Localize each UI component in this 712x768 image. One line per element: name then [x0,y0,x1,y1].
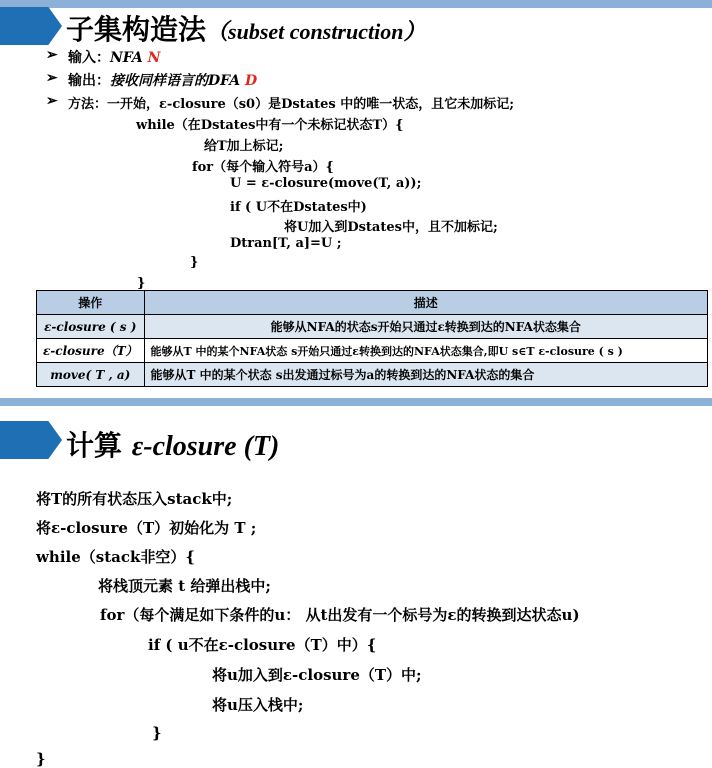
code1-line: for（每个输入符号a）{ [192,160,334,175]
code2-line: } [36,750,46,768]
code2-line: while（stack非空）{ [36,548,196,566]
code2-line: if ( u不在ε-closure（T）中）{ [148,636,377,654]
section2-title-sub: ε-closure (T) [131,431,280,462]
code1-line: if ( U不在Dstates中) [230,200,367,215]
code1-line: U = ε-closure(move(T, a)); [230,176,422,191]
bullet-method: 方法：一开始，ε-closure（s0）是Dstates 中的唯一状态，且它未加标记; [68,97,515,112]
code2-line: 将栈顶元素 t 给弹出栈中; [98,577,271,595]
bullet-arrow-icon: ➢ [46,47,58,63]
code1-line: 将U加入到Dstates中，且不加标记; [284,220,498,235]
code1-line: } [137,276,146,291]
table-row [37,315,708,339]
code2-line: } [152,724,162,742]
code2-line: 将ε-closure（T）初始化为 T ; [36,519,257,537]
code2-line: 将u压入栈中; [212,696,304,714]
table-cell-op: ε-closure ( s ) [37,315,145,339]
table-header-row [37,291,708,315]
bullet-output-value: 接收同样语言的DFA [110,73,245,89]
table-row [37,339,708,363]
bullet-input-value: NFA [110,50,148,66]
table-row [37,363,708,387]
table-header: 描述 [144,291,707,315]
section2-title [66,424,279,464]
table-header: 操作 [37,291,145,315]
section1-title-main: 子集构造法 [66,13,207,46]
bullet-method-value: 一开始，ε-closure（s0）是Dstates 中的唯一状态，且它未加标记; [107,97,515,112]
bullet-input: 输入：NFA N [68,50,161,66]
section1-title-sub: （subset construction） [206,19,426,44]
bullet-input-red: N [147,50,161,66]
bullet-arrow-icon: ➢ [46,70,58,86]
section-arrow-icon [0,7,62,45]
code1-line: while（在Dstates中有一个未标记状态T）{ [136,118,404,133]
operations-table [36,290,708,387]
code1-line: 给T加上标记; [204,139,284,154]
header-bar-mid [0,398,712,406]
code2-line: 将u加入到ε-closure（T）中; [212,666,422,684]
code1-line: Dtran[T, a]=U ; [230,236,342,251]
code1-line: } [190,255,199,270]
table-cell-desc: 能够从T 中的某个状态 s出发通过标号为a的转换到达的NFA状态的集合 [144,363,707,387]
code2-line: 将T的所有状态压入stack中; [36,490,233,508]
section2-title-main: 计算 [66,429,123,462]
bullet-output-red: D [245,73,258,89]
bullet-output: 输出：接收同样语言的DFA D [68,73,258,89]
table-cell-desc: 能够从T 中的某个NFA状态 s开始只通过ε转换到达的NFA状态集合,即U s∈T ε-closure ( s ) [144,339,707,363]
table-cell-desc: 能够从NFA的状态s开始只通过ε转换到达的NFA状态集合 [144,315,707,339]
bullet-arrow-icon: ➢ [46,93,58,109]
code2-line: for（每个满足如下条件的u： 从t出发有一个标号为ε的转换到达状态u) [100,606,580,624]
table-cell-op: ε-closure（T） [37,339,145,363]
section-arrow-icon [0,421,62,459]
table-cell-op: move( T , a) [37,363,145,387]
section1-title [66,8,425,48]
header-bar-top [0,0,712,8]
